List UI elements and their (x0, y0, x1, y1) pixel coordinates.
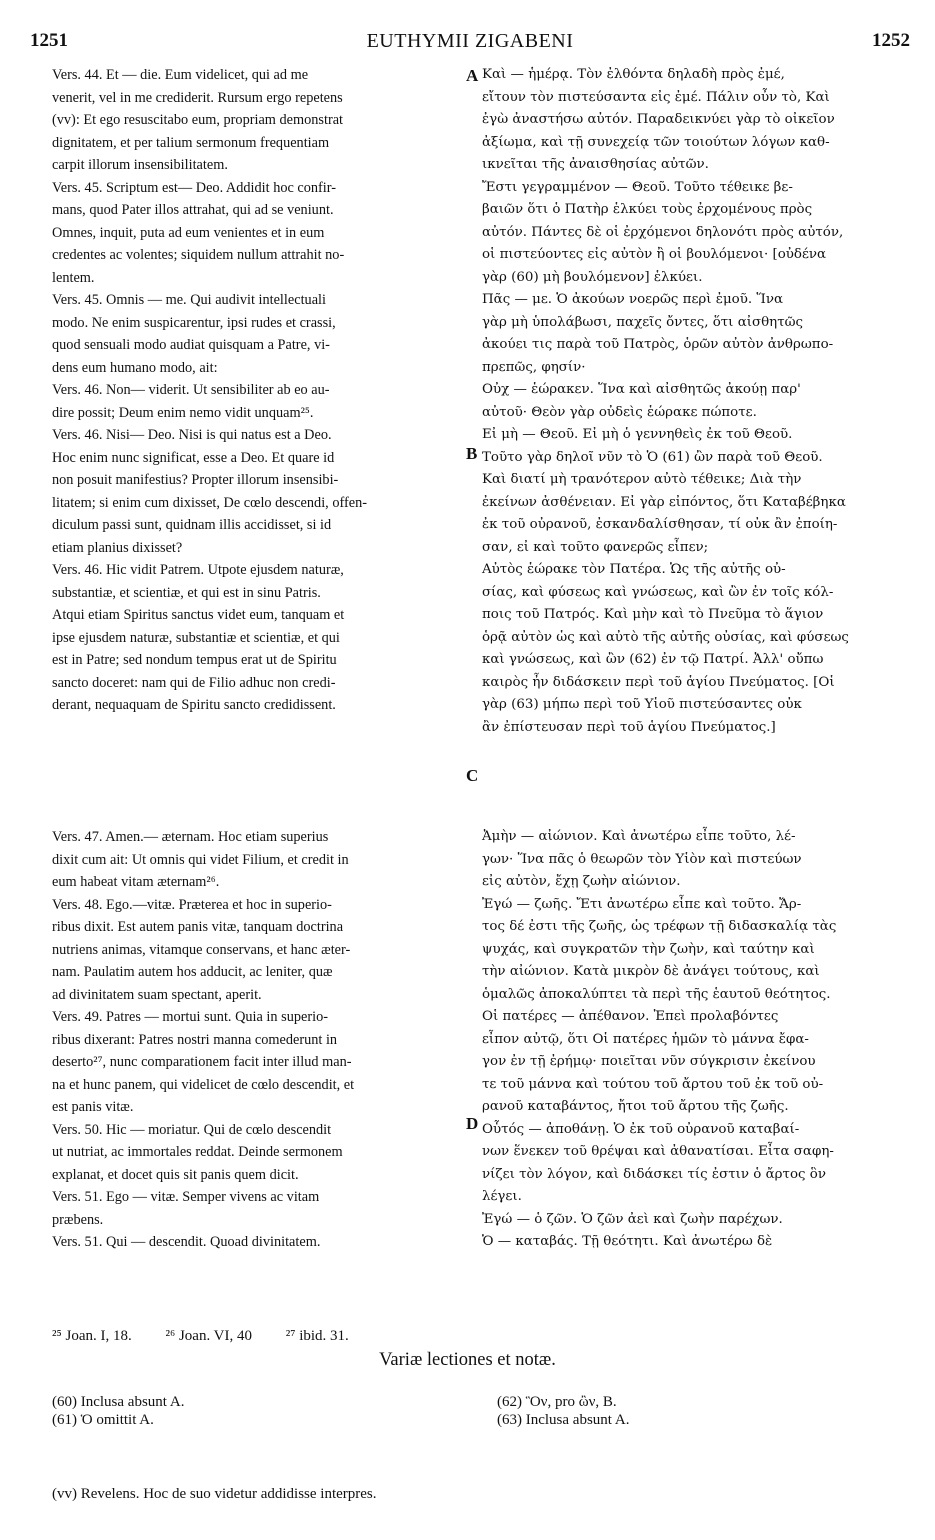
text-line: Καὶ — ἡμέρᾳ. Τὸν ἐλθόντα δηλαδὴ πρὸς ἐμέ, (482, 67, 785, 82)
text-line: βαιῶν ὅτι ὁ Πατὴρ ἑλκύει τοὺς ἐρχομένους πρὸς (482, 202, 813, 217)
translator-note: (vv) Revelens. Hoc de suo videtur addidisse interpres. (52, 1486, 377, 1502)
text-line: dens eum humano modo, ait: (52, 359, 218, 376)
footnote-references (52, 1328, 379, 1345)
text-line: Ἐγώ — ζωῆς. Ἔτι ἀνωτέρω εἶπε καὶ τοῦτο. Ἄρ- (482, 896, 802, 912)
text-line: τος δέ ἐστι τῆς ζωῆς, ὡς τρέφων τῇ διδασκαλίᾳ τὰς (482, 919, 837, 934)
text-line: na et hunc panem, qui videlicet de cœlo descendit, et (52, 1076, 355, 1093)
text-line: Ἐγώ — ὁ ζῶν. Ὁ ζῶν ἀεὶ καὶ ζωὴν παρέχων. (482, 1211, 783, 1227)
latin-column-top (52, 64, 462, 717)
greek-column-top (482, 64, 892, 739)
text-line: Vers. 45. Scriptum est— Deo. Addidit hoc confir- (52, 179, 337, 196)
margin-marker-a: A (466, 66, 479, 85)
text-line: Vers. 44. Et — die. Eum videlicet, qui ad me (52, 67, 309, 83)
text-line: πρεπῶς, φησίν· (482, 359, 586, 375)
text-line: non posuit manifestius? Propter illorum insensibi- (52, 472, 339, 488)
text-line: mans, quod Pater illos attrahat, qui ad se veniunt. (52, 202, 334, 218)
text-line: ικνεῖται τῆς ἀναισθησίας αὐτῶν. (482, 157, 709, 172)
text-line: derant, nequaquam de Spiritu sancto credidissent. (52, 697, 336, 713)
text-line: modo. Ne enim suspicarentur, ipsi rudes et crassi, (52, 314, 336, 331)
text-line: Πᾶς — με. Ὁ ἀκούων νοερῶς περὶ ἐμοῦ. Ἵνα (482, 292, 784, 307)
variant-reading: (61) Ὁ omittit A. (52, 1412, 154, 1428)
text-line: dignitatem, et per talium sermonum frequentiam (52, 134, 330, 151)
text-line: σίας, καὶ φύσεως καὶ γνώσεως, καὶ ὢν ἐν τοῖς κόλ- (482, 584, 834, 600)
text-line: dixit cum ait: Ut omnis qui videt Filium, et credit in (52, 851, 349, 868)
text-line: nutriens animas, vitamque conservans, et hanc æter- (52, 941, 351, 958)
text-line: ὁρᾷ αὐτὸν ὡς καὶ αὐτὸ τῆς αὐτῆς οὐσίας, καὶ φύσεως (482, 629, 849, 645)
text-line: carpit illorum insensibilitatem. (52, 157, 228, 173)
text-line: γὰρ μὴ ὑπολάβωσι, παχεῖς ὄντες, ὅτι αἰσθητῶς (482, 314, 804, 330)
text-line: ad divinitatem suam spectant, aperit. (52, 986, 262, 1003)
text-line: eum habeat vitam æternam²⁶. (52, 874, 220, 890)
text-line: Τοῦτο γὰρ δηλοῖ νῦν τὸ Ὁ (61) ὢν παρὰ τοῦ Θεοῦ. (482, 449, 823, 465)
text-line: nam. Paulatim autem hos adducit, ac leniter, quæ (52, 964, 333, 980)
text-line: ρανοῦ καταβάντος, ἤτοι τοῦ ἄρτου τῆς ζωῆς. (482, 1099, 789, 1114)
text-line: præbens. (52, 1211, 104, 1228)
text-line: ἀξίωμα, καὶ τῇ συνεχείᾳ τῶν τοιούτων λόγων καθ- (482, 134, 830, 150)
text-line: εἴτουν τὸν πιστεύσαντα εἰς ἐμέ. Πάλιν οὖν τὸ, Καὶ (482, 89, 830, 105)
text-line: ἐκείνων ἀσθένειαν. Εἰ γὰρ εἰπόντος, ὅτι Καταβέβηκα (482, 494, 846, 510)
text-line: ipse ejusdem naturæ, substantiæ et scientiæ, et qui (52, 629, 340, 646)
text-line: εἶπον αὐτῷ, ὅτι Οἱ πατέρες ἡμῶν τὸ μάννα ἔφα- (482, 1031, 809, 1047)
footnote-ref: ²⁶ Joan. VI, 40 (165, 1328, 252, 1344)
text-line: Εἰ μὴ — Θεοῦ. Εἰ μὴ ὁ γεννηθεὶς ἐκ τοῦ Θεοῦ. (482, 427, 793, 442)
page-header (30, 30, 910, 58)
text-line: καὶ γνώσεως, καὶ ὢν (62) ἐν τῷ Πατρί. Ἀλλ' οὔπω (482, 652, 824, 667)
text-line: ὁμαλῶς ἀποκαλύπτει τὰ περὶ τῆς ἑαυτοῦ θεότητος. (482, 986, 831, 1002)
variants-title: Variæ lectiones et notæ. (379, 1350, 556, 1370)
text-line: οἱ πιστεύοντες εἰς αὐτὸν ἢ οἱ βουλόμενοι· [οὐδένα (482, 247, 827, 262)
text-line: lentem. (52, 269, 95, 286)
text-line: Ἔστι γεγραμμένον — Θεοῦ. Τοῦτο τέθεικε βε- (482, 179, 793, 195)
text-line: venerit, vel in me crediderit. Rursum ergo repetens (52, 89, 343, 106)
text-line: explanat, et docet quis sit panis quem dicit. (52, 1166, 299, 1183)
text-line: Vers. 51. Ego — vitæ. Semper vivens ac vitam (52, 1189, 320, 1205)
text-line: substantiæ, et scientiæ, et qui est in sinu Patris. (52, 584, 321, 601)
text-line: est panis vitæ. (52, 1099, 134, 1115)
text-line: εἰς αὐτὸν, ἔχῃ ζωὴν αἰώνιον. (482, 874, 681, 889)
text-line: Ὁ — καταβάς. Τῇ θεότητι. Καὶ ἀνωτέρω δὲ (482, 1234, 773, 1249)
text-line: νων ἕνεκεν τοῦ θρέψαι καὶ ἀθανατίσαι. Εἶτα σαφη- (482, 1144, 834, 1159)
variant-reading: (63) Inclusa absunt A. (497, 1412, 630, 1428)
text-line: litatem; si enim cum dixisset, De cœlo descendi, offen- (52, 494, 367, 511)
page-number-right: 1252 (872, 30, 910, 51)
text-line: deserto²⁷, nunc comparationem facit inter illud man- (52, 1054, 352, 1070)
text-line: ἐκ τοῦ οὐρανοῦ, ἐσκανδαλίσθησαν, τί οὐκ ἂν ἐποίη- (482, 517, 838, 532)
text-line: etiam planius dixisset? (52, 539, 183, 556)
text-line: Οὐχ — ἑώρακεν. Ἵνα καὶ αἰσθητῶς ἀκούῃ παρ' (482, 382, 801, 397)
text-line: Hoc enim nunc significat, esse a Deo. Et quare id (52, 449, 335, 466)
margin-marker-c: C (466, 766, 479, 785)
text-line: Vers. 51. Qui — descendit. Quoad divinitatem. (52, 1234, 321, 1250)
text-line: Vers. 48. Ego.—vitæ. Præterea et hoc in superio- (52, 896, 332, 913)
text-line: diculum passi sunt, quidnam illis accidisset, si id (52, 517, 332, 533)
variants-right (497, 1393, 629, 1429)
text-line: καιρὸς ἦν διδάσκειν περὶ τοῦ ἁγίου Πνεύματος. [Οἱ (482, 674, 835, 690)
text-line: γον ἐν τῇ ἐρήμῳ· ποιεῖται νῦν σύγκρισιν ἐκείνου (482, 1054, 816, 1069)
text-line: γων· Ἵνα πᾶς ὁ θεωρῶν τὸν Υἱὸν καὶ πιστεύων (482, 851, 802, 867)
page-number-left: 1251 (30, 30, 68, 51)
text-line: νίζει τὸν λόγον, καὶ διδάσκει τίς ἐστιν ὁ ἄρτος ὃν (482, 1166, 826, 1182)
margin-marker-d: D (466, 1114, 479, 1133)
running-title: EUTHYMII ZIGABENI (366, 30, 574, 52)
text-line: credentes ac volentes; siquidem nullum attrahit no- (52, 247, 345, 263)
text-line: ut nutriat, ac immortales reddat. Deinde sermonem (52, 1144, 343, 1160)
text-line: γὰρ (63) μήπω περὶ τοῦ Υἱοῦ πιστεύσαντες οὐκ (482, 697, 802, 712)
footnote-ref: ²⁷ ibid. 31. (285, 1328, 349, 1344)
greek-column-bottom (482, 826, 892, 1254)
footnote-ref: ²⁵ Joan. I, 18. (52, 1328, 132, 1344)
text-line: est in Patre; sed nondum tempus erat ut de Spiritu (52, 652, 337, 668)
text-line: Ἀμὴν — αἰώνιον. Καὶ ἀνωτέρω εἶπε τοῦτο, λέ- (482, 829, 796, 844)
text-line: Vers. 50. Hic — moriatur. Qui de cœlo descendit (52, 1121, 332, 1138)
text-line: τε τοῦ μάννα καὶ τούτου τοῦ ἄρτου τοῦ ἐκ τοῦ οὐ- (482, 1076, 824, 1092)
text-line: ψυχάς, καὶ συγκρατῶν τὴν ζωὴν, καὶ ταύτην καὶ (482, 941, 815, 957)
text-line: ribus dixit. Est autem panis vitæ, tanquam doctrina (52, 919, 344, 935)
text-line: ἂν ἐπίστευσαν περὶ τοῦ ἁγίου Πνεύματος.] (482, 719, 776, 735)
text-line: ribus dixerant: Patres nostri manna comederunt in (52, 1031, 338, 1048)
text-line: Οἱ πατέρες — ἀπέθανον. Ἐπεὶ προλαβόντες (482, 1009, 779, 1024)
margin-marker-b: B (466, 444, 478, 463)
text-line: Vers. 46. Nisi— Deo. Nisi is qui natus est a Deo. (52, 427, 332, 443)
text-line: Αὐτὸς ἑώρακε τὸν Πατέρα. Ὡς τῆς αὐτῆς οὐ- (482, 562, 786, 577)
text-line: Οὗτός — ἀποθάνῃ. Ὁ ἐκ τοῦ οὐρανοῦ καταβαί- (482, 1121, 800, 1137)
variant-reading: (62) Ὃν, pro ὢν, B. (497, 1394, 617, 1410)
text-line: (vv): Et ego resuscitabo eum, propriam demonstrat (52, 112, 344, 128)
text-line: Vers. 49. Patres — mortui sunt. Quia in superio- (52, 1009, 328, 1025)
text-line: Καὶ διατί μὴ τρανότερον αὐτὸ τέθεικε; Διὰ τὴν (482, 472, 802, 487)
text-line: ἐγὼ ἀναστήσω αὐτόν. Παραδεικνύει γὰρ τὸ οἰκεῖον (482, 112, 835, 127)
text-line: ποις τοῦ Πατρός. Καὶ μὴν καὶ τὸ Πνεῦμα τὸ ἅγιον (482, 607, 824, 622)
latin-column-bottom (52, 826, 462, 1254)
text-line: σαν, εἰ καὶ τοῦτο φανερῶς εἶπεν; (482, 539, 709, 555)
text-line: sancto doceret: nam qui de Filio adhuc non credi- (52, 674, 336, 691)
text-line: Atqui etiam Spiritus sanctus videt eum, tanquam et (52, 607, 345, 623)
text-line: Omnes, inquit, puta ad eum venientes et in eum (52, 224, 325, 241)
text-line: dire possit; Deum enim nemo vidit unquam²⁵. (52, 404, 314, 421)
variants-left (52, 1393, 184, 1429)
text-line: Vers. 46. Hic vidit Patrem. Utpote ejusdem naturæ, (52, 562, 344, 578)
text-line: αὐτόν. Πάντες δὲ οἱ ἐρχόμενοι δηλονότι πρὸς αὐτόν, (482, 224, 844, 240)
variant-reading: (60) Inclusa absunt A. (52, 1394, 185, 1410)
text-line: τὴν αἰώνιον. Κατὰ μικρὸν δὲ ἀνάγει τούτους, καὶ (482, 964, 820, 979)
text-line: ἀκούει τις παρὰ τοῦ Πατρὸς, ὁρῶν αὐτὸν ἀνθρωπο- (482, 337, 834, 352)
text-line: Vers. 45. Omnis — me. Qui audivit intellectuali (52, 292, 326, 308)
text-line: γὰρ (60) μὴ βουλόμενον] ἑλκύει. (482, 269, 703, 285)
text-line: Vers. 47. Amen.— æternam. Hoc etiam superius (52, 829, 329, 845)
text-line: λέγει. (482, 1189, 522, 1204)
text-line: quod sensuali modo audiat quisquam a Patre, vi- (52, 337, 330, 353)
text-line: Vers. 46. Non— viderit. Ut sensibiliter ab eo au- (52, 382, 330, 398)
text-line: αὐτοῦ· Θεὸν γὰρ οὐδεὶς ἑώρακε πώποτε. (482, 404, 757, 420)
